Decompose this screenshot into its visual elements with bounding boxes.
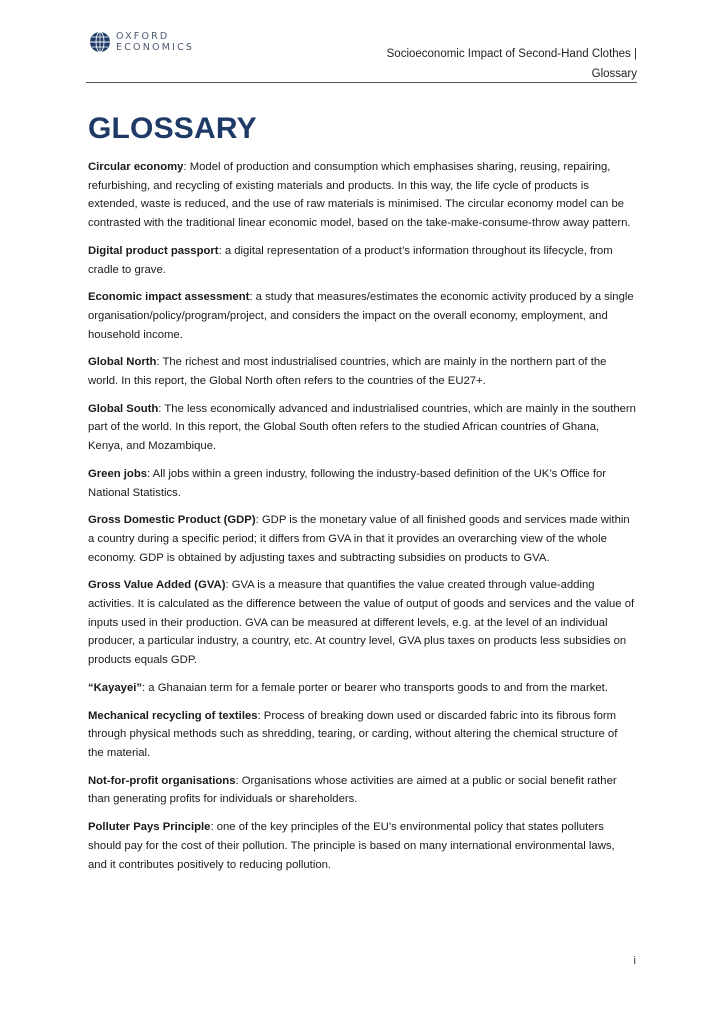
page-title: GLOSSARY [88, 112, 257, 145]
glossary-definition: : a digital representation of a product’s information throughout its lifecycle, from cradle to grave. [88, 244, 613, 276]
glossary-definition: : a study that measures/estimates the economic activity produced by a single organisation/policy/program/project, and considers the impact on the overall economy, employment, and household income. [88, 291, 634, 341]
glossary-term: “Kayayei” [88, 681, 143, 694]
glossary-definition: : a Ghanaian term for a female porter or bearer who transports goods to and from the market. [142, 681, 608, 694]
glossary-term: Digital product passport [88, 244, 219, 257]
glossary-term: Circular economy [88, 161, 184, 173]
glossary-definition: : The richest and most industrialised countries, which are mainly in the northern part of the world. In this report, the Global North often refers to the countries of the EU27+. [88, 356, 607, 388]
glossary-term: Global North [88, 356, 157, 369]
oxford-economics-logo [89, 31, 194, 53]
glossary-definition: : one of the key principles of the EU’s environmental policy that states polluters should pay for the cost of their pollution. The principle is based on many international environmental laws, and it contributes positively to reducing pollution. [88, 821, 615, 871]
glossary-definition: : Organisations whose activities are aimed at a public or social benefit rather than generating profits for individuals or shareholders. [88, 774, 617, 806]
globe-icon [89, 31, 111, 53]
glossary-term: Green jobs [88, 467, 148, 480]
running-header-line-1: Socioeconomic Impact of Second-Hand Clothes | [386, 48, 637, 60]
running-header [387, 44, 637, 84]
logo-line-2: ECONOMICS [116, 42, 195, 53]
glossary-term: Gross Domestic Product (GDP) [88, 514, 256, 527]
glossary-definition: : GDP is the monetary value of all finished goods and services made within a country during a specific period; it differs from GVA in that it provides an overarching view of the whole economy. GDP is obtained by adjusting taxes and subtracting subsidies on products to GVA. [88, 514, 630, 564]
glossary-entry-global-south [88, 400, 636, 456]
glossary-term: Not-for-profit organisations [88, 774, 236, 787]
glossary-entry-green-jobs [88, 465, 636, 502]
logo-line-1: OXFORD [116, 31, 170, 42]
glossary-term: Polluter Pays Principle [88, 821, 211, 834]
glossary-definition: : All jobs within a green industry, following the industry-based definition of the UK’s Office for National Statistics. [88, 467, 607, 499]
glossary-entry-mechanical-recycling [88, 707, 636, 763]
glossary-entry-digital-product-passport [88, 242, 636, 279]
glossary-entry-economic-impact-assessment [88, 288, 636, 344]
glossary-entry-gdp [88, 511, 636, 567]
logo-wordmark [116, 31, 194, 53]
glossary-entry-gva [88, 576, 636, 670]
glossary-definition: : The less economically advanced and industrialised countries, which are mainly in the southern part of the world. In this report, the Global South often refers to the studied African countries of Ghana, Kenya, and Mozambique. [88, 402, 636, 453]
glossary-list [88, 158, 636, 883]
glossary-entry-kayayei [88, 679, 636, 698]
header-divider [86, 82, 637, 83]
glossary-entry-polluter-pays [88, 818, 636, 874]
glossary-term: Mechanical recycling of textiles [88, 709, 258, 722]
glossary-term: Global South [88, 402, 159, 415]
glossary-term: Gross Value Added (GVA) [88, 579, 226, 592]
page-number: i [633, 955, 636, 967]
glossary-definition: : GVA is a measure that quantifies the value created through value-adding activities. It is calculated as the difference between the value of output of goods and services and the value of inputs used in their production. GVA can be measured at different levels, e.g. at the level of an individual producer, a particular industry, a country, etc. At country level, GVA plus taxes on products less subsidies on products equals GDP. [88, 579, 635, 667]
glossary-entry-not-for-profit [88, 772, 636, 809]
glossary-entry-circular-economy [88, 158, 636, 233]
glossary-entry-global-north [88, 353, 636, 390]
glossary-definition: : Process of breaking down used or discarded fabric into its fibrous form through physical methods such as shredding, tearing, or carding, without altering the chemical structure of the material. [88, 709, 618, 759]
glossary-definition: : Model of production and consumption which emphasises sharing, reusing, repairing, refurbishing, and recycling of existing materials and products. In this way, the life cycle of products is extended, waste is reduced, and the use of raw materials is minimised. The circular economy model can be contrasted with the traditional linear economic model, based on the take-make-consume-throw away pattern. [88, 161, 631, 230]
running-header-line-2: Glossary [591, 68, 637, 80]
glossary-term: Economic impact assessment [88, 291, 250, 304]
